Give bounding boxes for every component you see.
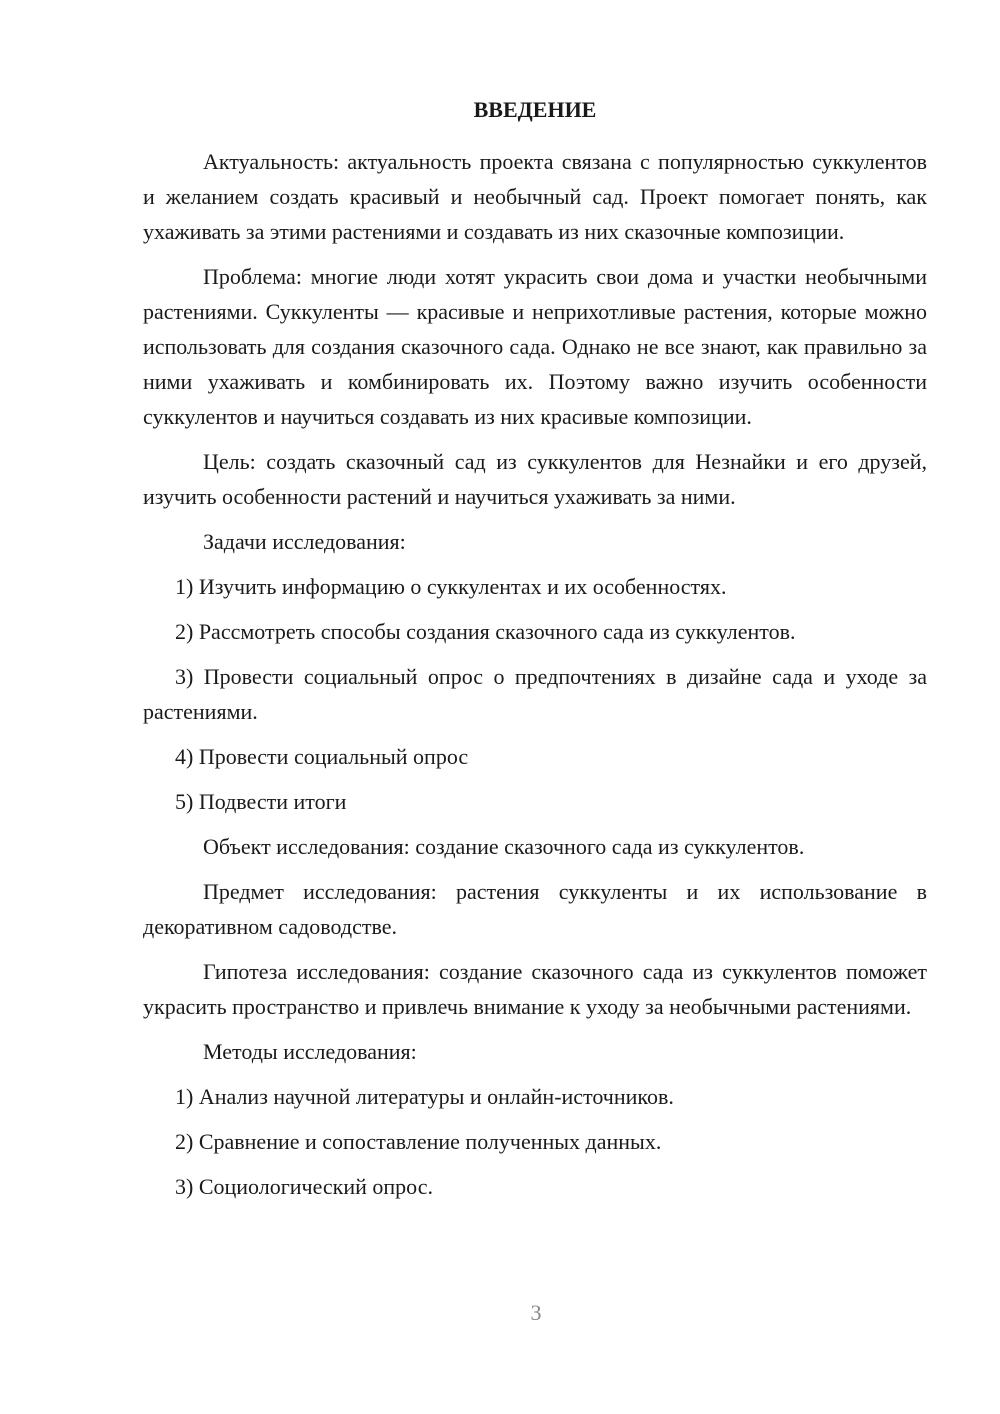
methods-heading: Методы исследования: — [203, 1039, 417, 1064]
relevance-paragraph: Актуальность: актуальность проекта связана с популярностью суккулентов и желанием создать красивый и необычный сад. Проект помогает понять, как ухаживать за этими растениями и создавать из них сказочные композиции. — [143, 149, 927, 244]
page-number: 3 — [530, 1300, 542, 1325]
subject-paragraph: Предмет исследования: растения суккуленты и их использование в декоративном садоводстве. — [143, 879, 927, 939]
tasks-heading: Задачи исследования: — [203, 529, 406, 554]
task-item: 2) Рассмотреть способы создания сказочного сада из суккулентов. — [175, 619, 796, 644]
problem-paragraph: Проблема: многие люди хотят украсить свои дома и участки необычными растениями. Суккуленты — красивые и неприхотливые растения, которые можно использовать для создания сказочного сада. Однако не все знают, как правильно за ними ухаживать и комбинировать их. Поэтому важно изучить особенности суккулентов и научиться создавать из них красивые композиции. — [143, 264, 927, 429]
method-item: 2) Сравнение и сопоставление полученных данных. — [175, 1129, 662, 1154]
method-item: 3) Социологический опрос. — [175, 1174, 433, 1199]
hypothesis-paragraph: Гипотеза исследования: создание сказочного сада из суккулентов поможет украсить пространство и привлечь внимание к уходу за необычными растениями. — [143, 959, 927, 1019]
method-item: 1) Анализ научной литературы и онлайн-источников. — [175, 1084, 674, 1109]
page-content — [143, 96, 927, 1214]
page-title: ВВЕДЕНИЕ — [473, 97, 597, 122]
task-item: 1) Изучить информацию о суккулентах и их особенностях. — [175, 574, 727, 599]
task-item: 4) Провести социальный опрос — [175, 744, 469, 769]
task-item: 5) Подвести итоги — [175, 789, 347, 814]
goal-paragraph: Цель: создать сказочный сад из суккулентов для Незнайки и его друзей, изучить особенности растений и научиться ухаживать за ними. — [143, 449, 927, 509]
object-paragraph: Объект исследования: создание сказочного сада из суккулентов. — [203, 834, 805, 859]
task-item: 3) Провести социальный опрос о предпочтениях в дизайне сада и уходе за растениями. — [143, 664, 927, 724]
